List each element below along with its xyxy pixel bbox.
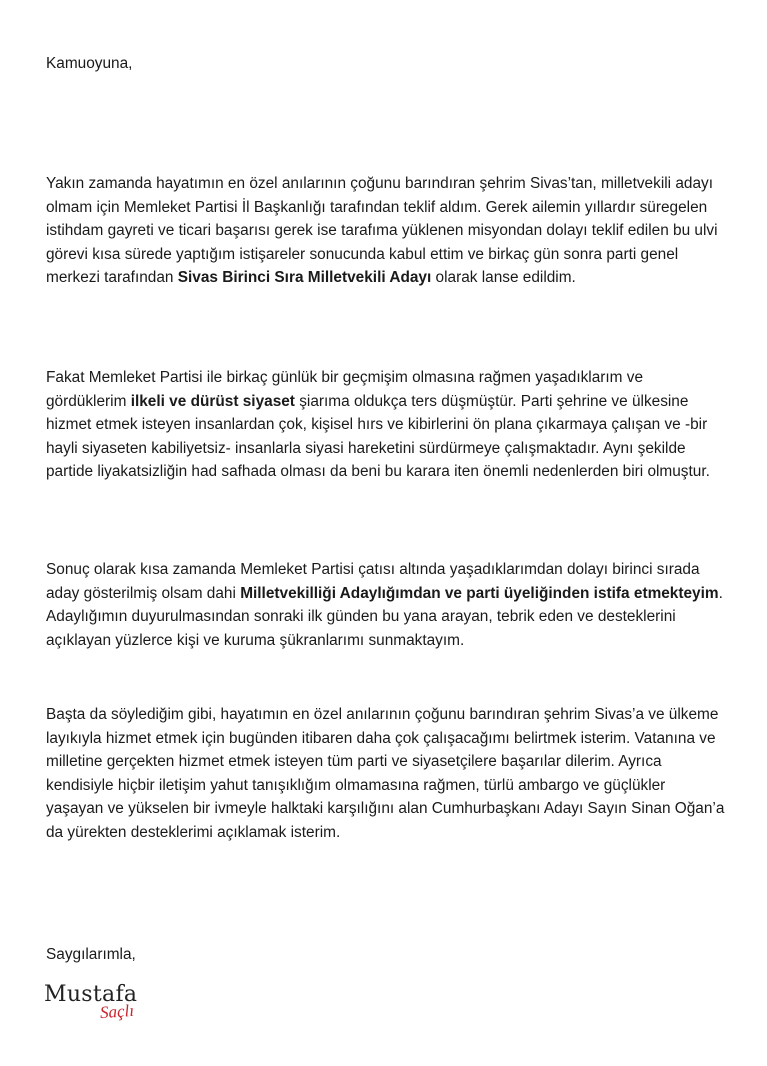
paragraph-candidacy [46,172,726,290]
paragraph-support: Başta da söylediğim gibi, hayatımın en özel anılarının çoğunu barındıran şehrim Sivas’a ve ülkeme layıkıyla hizmet etmek için bugünden itibaren daha çok çalışacağımı belirtmek isterim. Vatanına ve milletine gerçekten hizmet etmek isteyen tüm parti ve siyasetçilere başarılar dilerim. Ayrıca kendisiyle hiçbir iletişim yahut tanışıklığım olmamasına rağmen, türlü ambargo ve güçlükler yaşayan ve yükselen bir ivmeyle halktaki karşılığını alan Cumhurbaşkanı Adayı Sayın Sinan Oğan’a da yürekten desteklerimi açıklamak isterim. [46,706,725,841]
paragraph-text: Fakat Memleket Partisi ile birkaç günlük bir geçmişim olmasına rağmen yaşadıklarım ve gördüklerim [46,369,644,410]
paragraph-text: olarak lanse edildim. [431,269,576,287]
bold-phrase-principles: ilkeli ve dürüst siyaset [130,392,295,410]
signature-logo [44,982,184,1030]
signature-last-name: Saçlı [99,1000,135,1023]
bold-phrase-candidate-title: Sivas Birinci Sıra Milletvekili Adayı [177,269,432,287]
letter-greeting: Kamuoyuna, [46,55,133,72]
paragraph-text: şiarıma oldukça ters düşmüştür. Parti şehrine ve ülkesine hizmet etmek isteyen insanlardan çok, kişisel hırs ve kibirlerini ön plana çıkarmaya çalışan ve -bir hayli siyaseten kabiliyetsiz- insanlarla siyasi hareketini sürdürmeye çalışmaktadır. Aynı şekilde partide liyakatsizliğin had safhada olması da beni bu karara iten önemli nedenlerden biri olmuştur. [46,392,710,481]
signature-first-name: Mustafa [44,982,138,1007]
paragraph-text: . Adaylığımın duyurulmasından sonraki ilk günden bu yana arayan, tebrik eden ve desteklerini açıklayan yüzlerce kişi ve kuruma şükranlarımı sunmaktayım. [46,584,723,649]
paragraph-text: Yakın zamanda hayatımın en özel anılarının çoğunu barındıran şehrim Sivas’tan, milletvekili adayı olmam için Memleket Partisi İl Başkanlığı tarafından teklif aldım. Gerek ailemin yıllardır süregelen istihdam gayreti ve ticari başarısı gerek ise tarafıma yüklenen misyondan dolayı teklif edilen bu ulvi görevi kısa sürede yaptığım istişareler sonucunda kabul ettim ve birkaç gün sonra parti genel merkezi tarafından [46,175,718,287]
bold-phrase-resignation: Milletvekilliği Adaylığımdan ve parti üyeliğinden istifa etmekteyim [240,584,719,602]
paragraph-resignation [46,558,726,652]
paragraph-criticism [46,366,726,484]
paragraph-text: Sonuç olarak kısa zamanda Memleket Partisi çatısı altında yaşadıklarımdan dolayı birinci sırada aday gösterilmiş olsam dahi [46,561,700,602]
letter-closing: Saygılarımla, [46,946,136,963]
